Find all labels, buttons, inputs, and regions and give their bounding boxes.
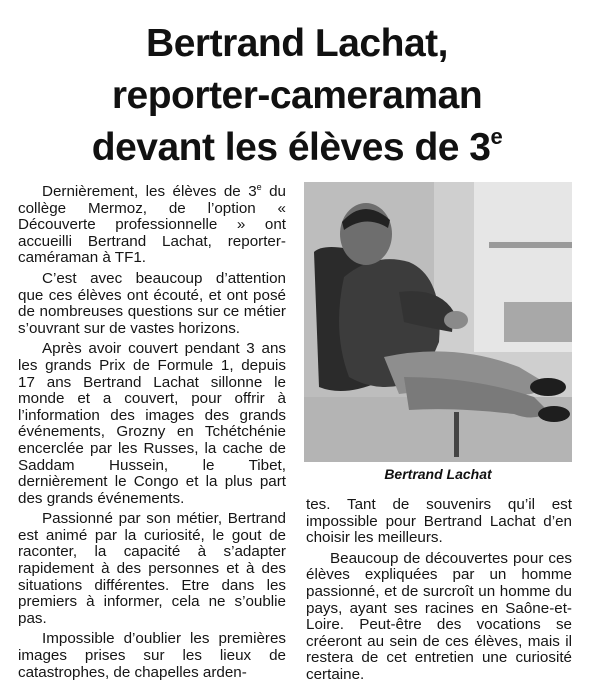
article-paragraph-4: Passionné par son métier, Bertrand est animé par la curiosité, le gout de raconter, la capacité à s’adapter rapidement à des personnes et à des situations différentes. Etre dans les premiers à informer, cela ne s’oublie pas. [18,510,286,627]
photo-caption: Bertrand Lachat [384,466,492,482]
article-paragraph-2: C’est avec beaucoup d’attention que ces élèves ont écouté, et ont posé de nombreuses questions sur ce métier s’ouvrant sur de vastes horizons. [18,269,286,337]
article-paragraph-1-superscript: e [256,182,262,192]
article-column-right [306,497,572,684]
article-paragraph-6: Beaucoup de découvertes pour ces élèves expliquées par un homme passionné, et de surcroît un homme du pays, ayant ses racines en Saône-et-Loire. Peut-être des vocations se créeront au sein de ces élèves, mais il restera de cet entretien une curiosité certaine. [306,549,572,683]
article-paragraph-5: Impossible d’oublier les premières images prises sur les lieux de catastrophes, de chapelles arden- [18,630,286,681]
headline [0,18,594,174]
article-column-left [18,184,286,681]
headline-line-3 [0,122,594,174]
headline-line-3-text: devant les élèves de 3 [91,126,491,169]
headline-line-2: reporter-cameraman [111,74,483,117]
article-paragraph-5-continued: tes. Tant de souvenirs qu’il est impossible pour Bertrand Lachat d’en choisir les meilleurs. [306,496,572,547]
article-paragraph-1-end: du collège Mermoz, de l’option « Découverte professionnelle » ont accueilli Bertrand Lachat, reporter-caméraman à TF1. [18,183,286,267]
headline-line-1: Bertrand Lachat, [146,22,448,65]
article-paragraph-1-start: Dernièrement, les élèves de 3 [42,183,257,200]
photo-bertrand-lachat [304,182,572,462]
headline-superscript: e [490,124,503,149]
article-paragraph-3: Après avoir couvert pendant 3 ans les grands Prix de Formule 1, depuis 17 ans Bertrand Lachat sillonne le monde et a couvert, pour offrir à l’information des images des grands événements, Grozny en Tchétchénie encerclée par les Russes, la cache de Saddam Hussein, le Tibet, dernièrement le Congo et la plus part des grands événements. [18,340,286,507]
article-paragraph-1 [18,184,286,267]
